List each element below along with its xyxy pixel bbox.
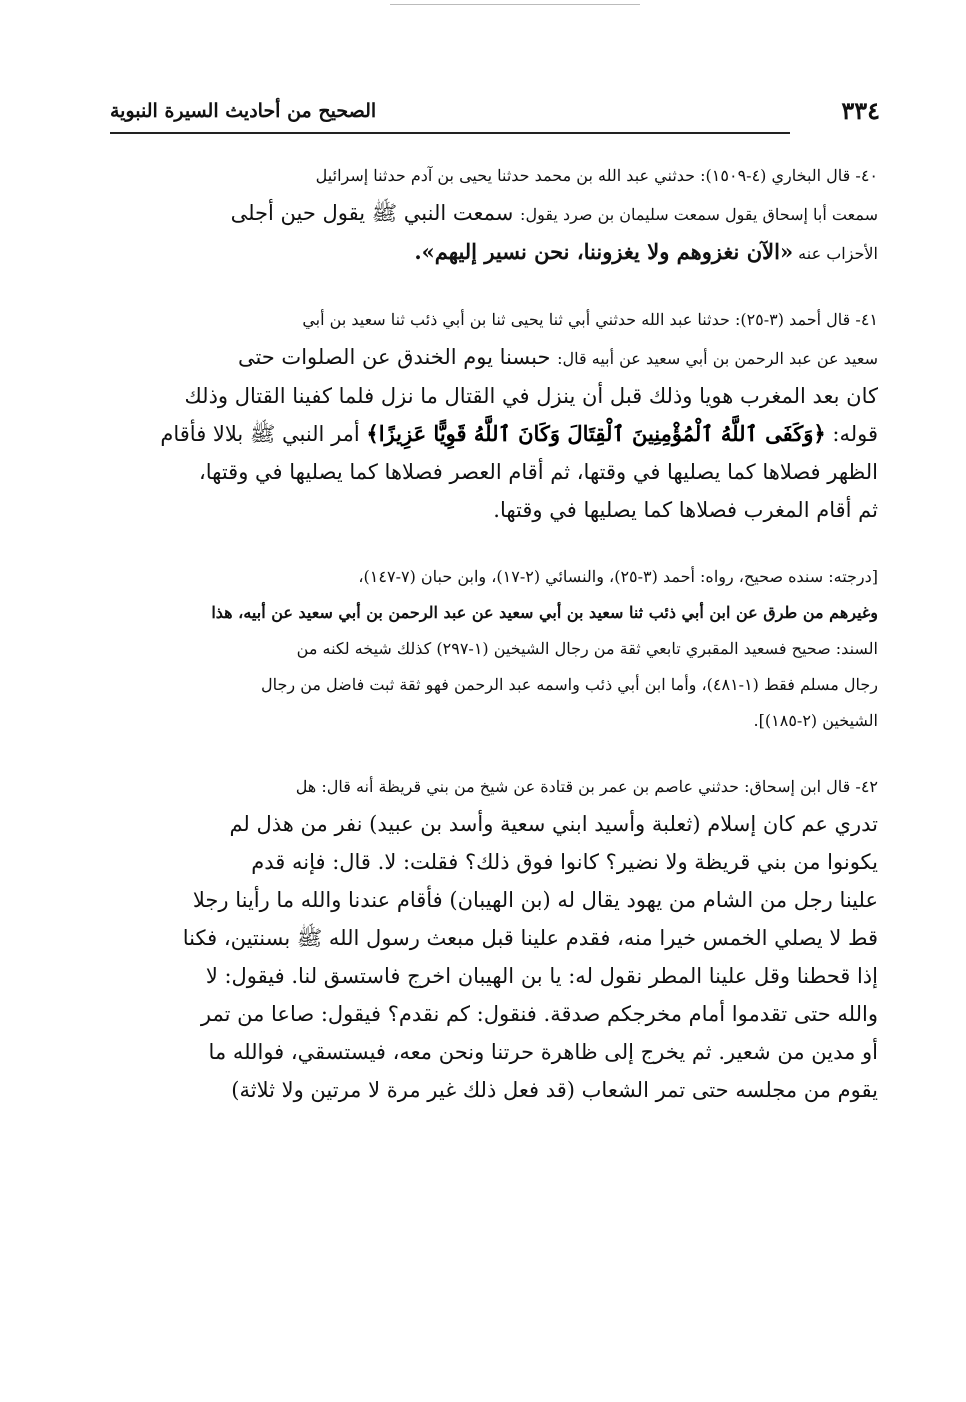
header-rule-gap xyxy=(790,128,880,138)
hadith-42-line-7: والله حتى تقدموا أمام مخرجكم صدقة. فنقول: كم نقدم؟ فيقول: صاعا من تمر xyxy=(200,1002,878,1026)
grading-line-2: وغيرهم من طرق عن ابن أبي ذئب ثنا سعيد بن أبي سعيد عن عبد الرحمن بن أبي سعيد عن أبيه، هذا xyxy=(211,603,878,622)
hadith-41-line-2 xyxy=(108,338,878,377)
hadith-40-line-3-small: الأحزاب عنه xyxy=(793,244,878,263)
hadith-42-line-2: تدري عم كان إسلام (ثعلبة وأسيد ابني سعية وأسد بن عبيد) نفر من هذل لم xyxy=(229,812,878,836)
paragraph-gap xyxy=(108,272,878,302)
paragraph-gap xyxy=(108,739,878,769)
hadith-42 xyxy=(108,769,878,1109)
hadith-41-line-4-post: أمر النبي ﷺ بلالا فأقام xyxy=(160,422,367,446)
hadith-42-line-5: قط لا يصلي الخمس خيرا منه، فقدم علينا قبل مبعث رسول الله ﷺ بسنتين، فكنا xyxy=(182,926,878,950)
grading-line-4: رجال مسلم فقط (١-٤٨١)، وأما ابن أبي ذئب واسمه عبد الرحمن فهو ثقة ثبت فاضل من رجال xyxy=(260,675,878,694)
hadith-41-line-6: ثم أقام المغرب فصلاها كما يصليها في وقتها. xyxy=(493,498,878,522)
grading-line-3: السند: صحيح فسعيد المقبري تابعي ثقة من رجال الشيخين (١-٢٩٧) كذلك شيخه لكنه من xyxy=(296,639,878,658)
hadith-42-line-6: إذا قحطنا وقل علينا المطر نقول له: يا بن الهيبان اخرج فاستسق لنا. فيقول: لا xyxy=(205,964,878,988)
hadith-42-line-9: يقوم من مجلسه حتى تمر الشعاب (قد فعل ذلك غير مرة لا مرتين ولا ثلاثة) xyxy=(231,1078,878,1102)
grading-line-5: الشيخين (٢-١٨٥)]. xyxy=(753,711,878,730)
hadith-41-isnad: ٤١- قال أحمد (٣-٢٥): حدثنا عبد الله حدثني أبي ثنا يحيى ثنا بن أبي ذئب ثنا سعيد بن أبي xyxy=(302,310,878,329)
hadith-41-line-5: الظهر فصلاها كما يصليها في وقتها، ثم أقام العصر فصلاها كما يصليها في وقتها، xyxy=(198,460,878,484)
hadith-41-line-2-big: حبسنا يوم الخندق عن الصلوات حتى xyxy=(237,345,558,369)
page-number: ٣٣٤ xyxy=(841,96,880,125)
top-edge-rule xyxy=(390,4,640,5)
hadith-42-line-3: يكونوا من بني قريظة ولا نضير؟ كانوا فوق ذلك؟ فقلت: لا. قال: فإنه قدم xyxy=(251,850,878,874)
hadith-40 xyxy=(108,158,878,272)
hadith-40-line-3 xyxy=(108,233,878,272)
page-header xyxy=(110,96,880,136)
hadith-41-line-4 xyxy=(108,415,878,453)
hadith-41-line-4-pre: قوله: xyxy=(825,422,878,446)
quran-verse: ﴿وَكَفَى ٱللَّهُ ٱلْمُؤْمِنِينَ ٱلْقِتَالَ وَكَانَ ٱللَّهُ قَوِيًّا عَزِيزًا﴾ xyxy=(366,421,826,446)
hadith-42-line-8: أو مدين من شعير. ثم يخرج إلى ظاهرة حرتنا ونحن معه، فيستسقي، فوالله ما xyxy=(208,1040,878,1064)
hadith-42-line-4: علينا رجل من الشام من يهود يقال له (بن الهيبان) فأقام عندنا والله ما رأينا رجلا xyxy=(192,888,878,912)
hadith-41 xyxy=(108,302,878,529)
hadith-40-isnad: ٤٠- قال البخاري (٤-١٥٠٩): حدثني عبد الله بن محمد حدثنا يحيى بن آدم حدثنا إسرائيل xyxy=(315,166,878,185)
grading-note xyxy=(108,559,878,739)
hadith-41-line-3: كان بعد المغرب هويا وذلك قبل أن ينزل في القتال ما نزل فلما كفينا القتال وذلك xyxy=(184,384,878,408)
running-title: الصحيح من أحاديث السيرة النبوية xyxy=(110,100,377,122)
page-body xyxy=(108,158,878,1109)
hadith-40-matn: «الآن نغزوهم ولا يغزوننا، نحن نسير إليهم». xyxy=(414,239,794,264)
hadith-40-line-2-small: سمعت أبا إسحاق يقول سمعت سليمان بن صرد يقول: xyxy=(520,205,878,224)
hadith-41-line-2-small: سعيد عن عبد الرحمن بن أبي سعيد عن أبيه قال: xyxy=(557,349,878,368)
header-rule xyxy=(110,132,880,134)
grading-line-1: [درجته: سنده صحيح، رواه: أحمد (٣-٢٥)، والنسائي (٢-١٧)، وابن حبان (٧-١٤٧)، xyxy=(358,567,878,586)
hadith-40-line-2-big: سمعت النبي ﷺ يقول حين أجلى xyxy=(230,201,521,225)
hadith-42-isnad: ٤٢- قال ابن إسحاق: حدثني عاصم بن عمر بن قتادة عن شيخ من بني قريظة أنه قال: هل xyxy=(295,777,878,796)
hadith-40-line-2 xyxy=(108,194,878,233)
paragraph-gap xyxy=(108,529,878,559)
